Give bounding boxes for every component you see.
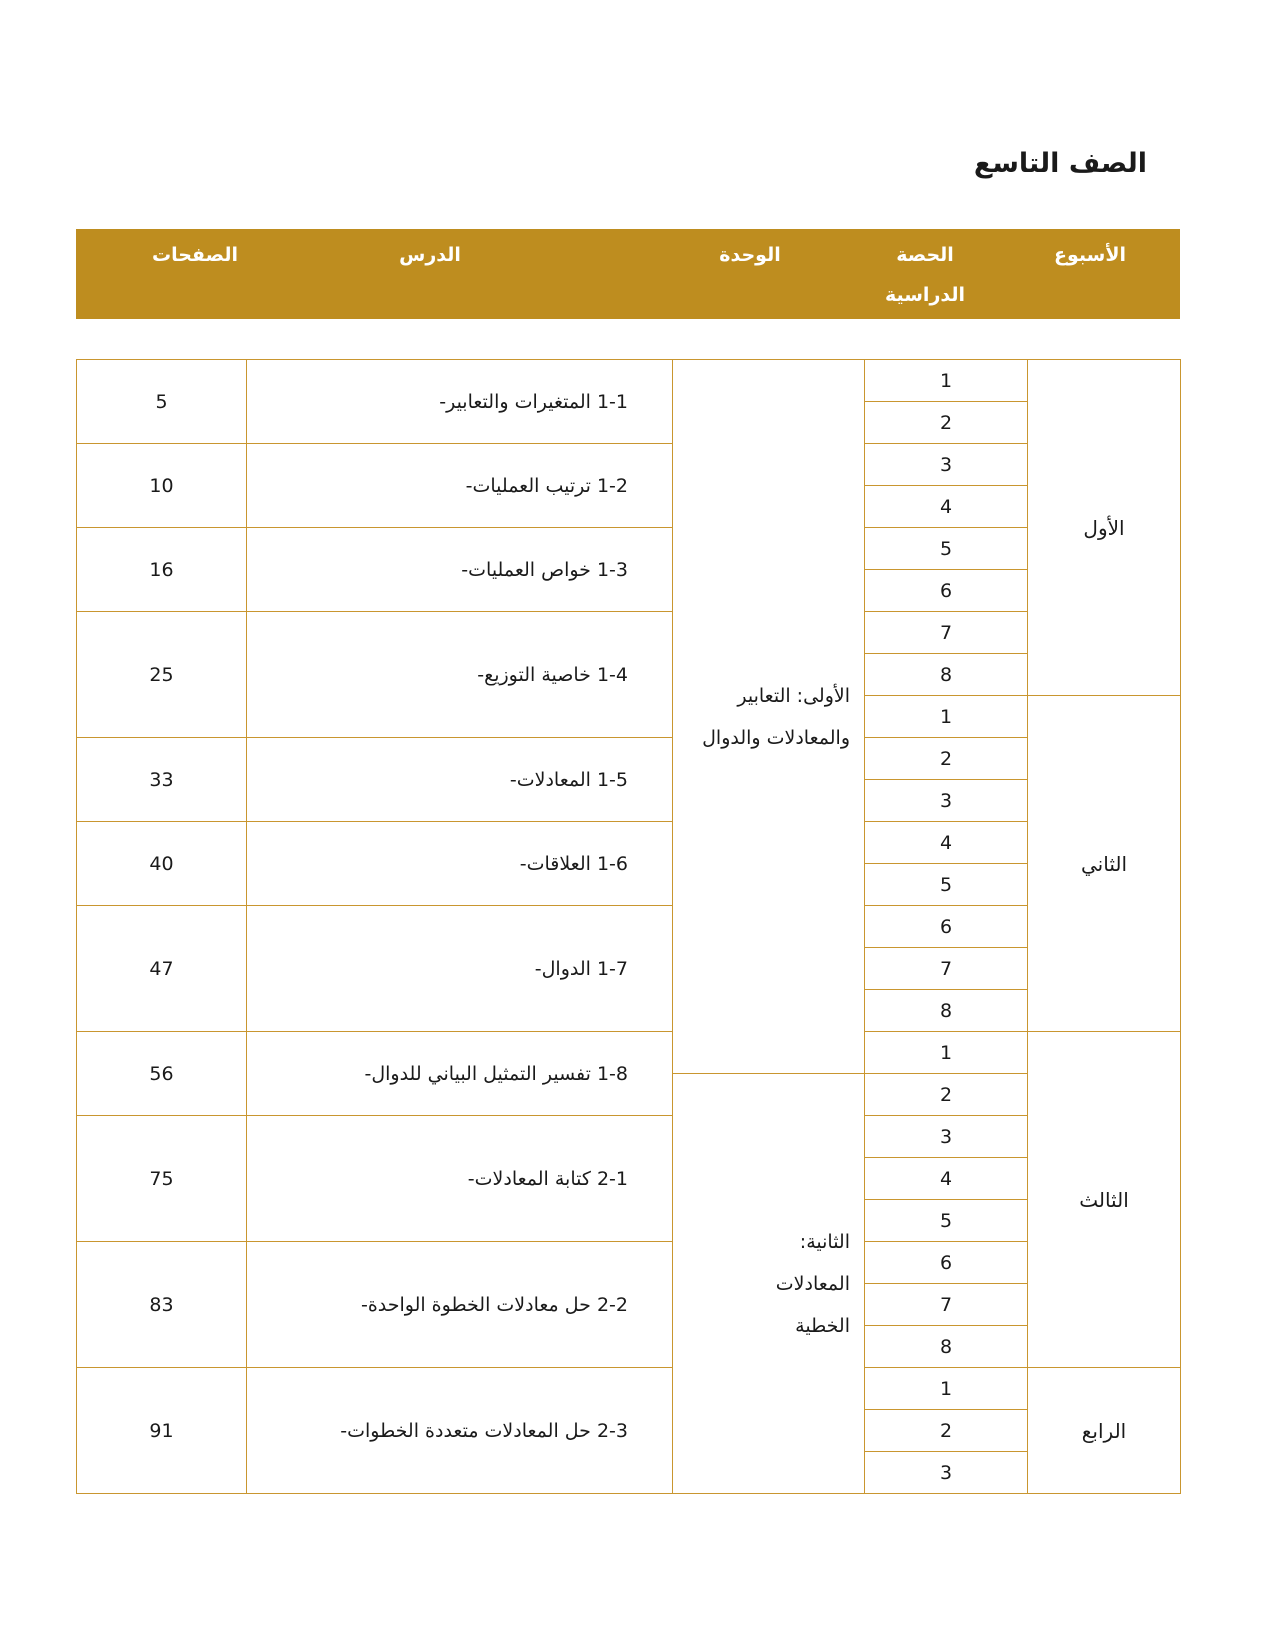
pages-cell: 16 xyxy=(77,528,247,612)
lesson-dash: - xyxy=(461,558,469,581)
session-cell: 6 xyxy=(865,906,1028,948)
header-lesson: الدرس xyxy=(399,244,461,266)
lesson-dash: - xyxy=(509,768,517,791)
lesson-cell xyxy=(247,1032,673,1116)
lesson-cell xyxy=(247,444,673,528)
unit-cell xyxy=(673,360,865,1074)
lesson-dash: - xyxy=(360,1293,368,1316)
table-row xyxy=(77,1032,1181,1074)
pages-cell: 91 xyxy=(77,1368,247,1494)
table-row xyxy=(77,528,1181,570)
lesson-dash: - xyxy=(439,390,447,413)
lesson-cell xyxy=(247,612,673,738)
session-cell: 8 xyxy=(865,654,1028,696)
session-cell: 8 xyxy=(865,990,1028,1032)
lesson-cell xyxy=(247,528,673,612)
week-cell: الثالث xyxy=(1028,1032,1181,1368)
lesson-cell xyxy=(247,1242,673,1368)
lesson-title: 2-3 حل المعادلات متعددة الخطوات xyxy=(347,1419,628,1442)
session-cell: 7 xyxy=(865,1284,1028,1326)
lesson-cell xyxy=(247,360,673,444)
header-unit: الوحدة xyxy=(719,244,781,266)
table-row xyxy=(77,1116,1181,1158)
session-cell: 5 xyxy=(865,864,1028,906)
session-cell: 3 xyxy=(865,1116,1028,1158)
session-cell: 3 xyxy=(865,444,1028,486)
week-cell: الأول xyxy=(1028,360,1181,696)
lesson-title: 1-1 المتغيرات والتعابير xyxy=(446,390,628,413)
lesson-cell xyxy=(247,738,673,822)
session-cell: 1 xyxy=(865,1032,1028,1074)
table-row xyxy=(77,360,1181,402)
session-cell: 3 xyxy=(865,1452,1028,1494)
table-row xyxy=(77,1368,1181,1410)
session-cell: 4 xyxy=(865,822,1028,864)
table-row xyxy=(77,822,1181,864)
lesson-dash: - xyxy=(519,852,527,875)
session-cell: 2 xyxy=(865,402,1028,444)
pages-cell: 40 xyxy=(77,822,247,906)
pages-cell: 83 xyxy=(77,1242,247,1368)
lesson-title: 1-4 خاصية التوزيع xyxy=(484,663,628,686)
table-row xyxy=(77,1242,1181,1284)
lesson-dash: - xyxy=(465,474,473,497)
pages-cell: 75 xyxy=(77,1116,247,1242)
lesson-title: 1-2 ترتيب العمليات xyxy=(472,474,628,497)
unit-cell xyxy=(673,1074,865,1494)
lesson-dash: - xyxy=(340,1419,348,1442)
table-header xyxy=(76,229,1180,319)
pages-cell: 10 xyxy=(77,444,247,528)
unit-label: الثانية: المعادلات الخطية xyxy=(775,1230,850,1337)
session-cell: 3 xyxy=(865,780,1028,822)
session-cell: 1 xyxy=(865,1368,1028,1410)
pages-cell: 25 xyxy=(77,612,247,738)
schedule-table xyxy=(76,359,1181,1494)
table-row xyxy=(77,612,1181,654)
session-cell: 2 xyxy=(865,1074,1028,1116)
pages-cell: 47 xyxy=(77,906,247,1032)
lesson-dash: - xyxy=(364,1062,372,1085)
table-row xyxy=(77,738,1181,780)
session-cell: 1 xyxy=(865,696,1028,738)
page-title: الصف التاسع xyxy=(973,148,1147,179)
session-cell: 5 xyxy=(865,528,1028,570)
lesson-title: 1-7 الدوال xyxy=(541,957,628,980)
session-cell: 4 xyxy=(865,1158,1028,1200)
lesson-title: 1-6 العلاقات xyxy=(526,852,628,875)
session-cell: 7 xyxy=(865,612,1028,654)
session-cell: 6 xyxy=(865,570,1028,612)
session-cell: 1 xyxy=(865,360,1028,402)
session-cell: 2 xyxy=(865,738,1028,780)
lesson-dash: - xyxy=(534,957,542,980)
week-cell: الرابع xyxy=(1028,1368,1181,1494)
pages-cell: 5 xyxy=(77,360,247,444)
header-pages: الصفحات xyxy=(152,244,238,266)
lesson-dash: - xyxy=(467,1167,475,1190)
header-week: الأسبوع xyxy=(1054,244,1126,266)
pages-cell: 56 xyxy=(77,1032,247,1116)
week-cell: الثاني xyxy=(1028,696,1181,1032)
lesson-title: 1-8 تفسير التمثيل البياني للدوال xyxy=(371,1062,628,1085)
session-cell: 4 xyxy=(865,486,1028,528)
header-session: الحصة الدراسية xyxy=(884,244,966,306)
lesson-title: 2-2 حل معادلات الخطوة الواحدة xyxy=(367,1293,628,1316)
session-cell: 5 xyxy=(865,1200,1028,1242)
lesson-title: 1-5 المعادلات xyxy=(516,768,628,791)
lesson-cell xyxy=(247,1116,673,1242)
unit-label: الأولى: التعابير والمعادلات والدوال xyxy=(702,684,850,749)
pages-cell: 33 xyxy=(77,738,247,822)
session-cell: 6 xyxy=(865,1242,1028,1284)
table-row xyxy=(77,906,1181,948)
lesson-cell xyxy=(247,1368,673,1494)
lesson-dash: - xyxy=(477,663,485,686)
session-cell: 2 xyxy=(865,1410,1028,1452)
lesson-title: 2-1 كتابة المعادلات xyxy=(474,1167,628,1190)
session-cell: 7 xyxy=(865,948,1028,990)
lesson-title: 1-3 خواص العمليات xyxy=(468,558,628,581)
session-cell: 8 xyxy=(865,1326,1028,1368)
lesson-cell xyxy=(247,906,673,1032)
lesson-cell xyxy=(247,822,673,906)
table-row xyxy=(77,444,1181,486)
